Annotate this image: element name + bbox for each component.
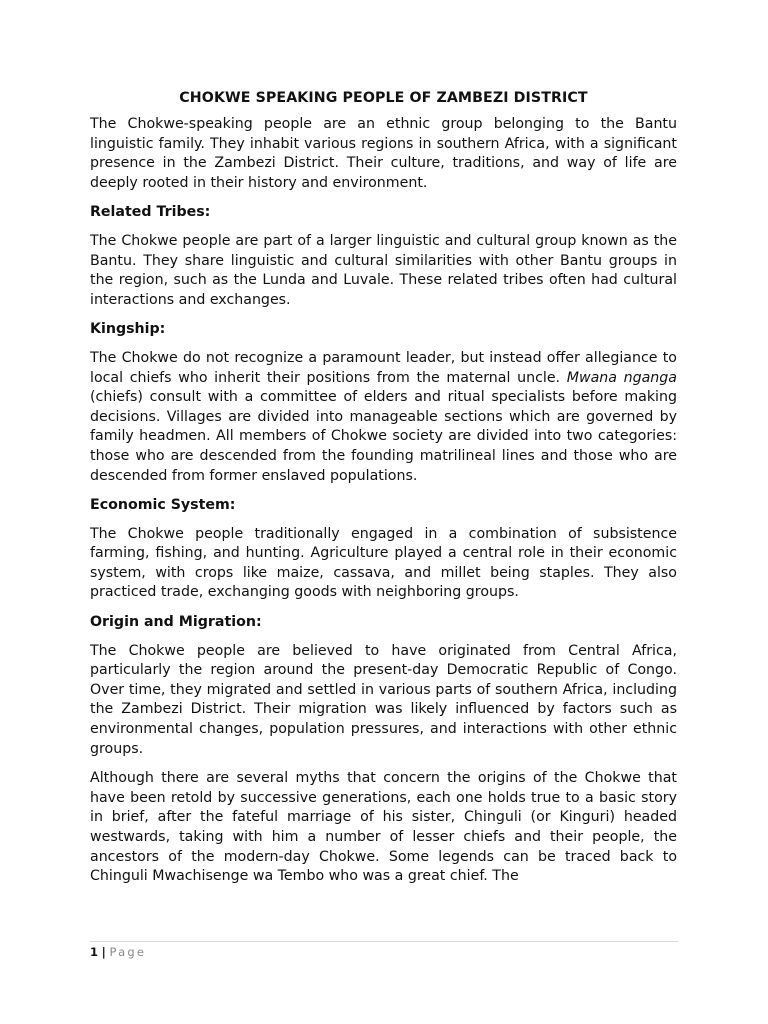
mwana-nganga-term: Mwana nganga	[566, 369, 677, 386]
origin-migration-heading: Origin and Migration:	[90, 614, 262, 631]
economic-system-heading: Economic System:	[90, 497, 236, 514]
document-title: CHOKWE SPEAKING PEOPLE OF ZAMBEZI DISTRICT	[179, 90, 588, 106]
kingship-paragraph	[90, 349, 677, 486]
origin-myths-paragraph: Although there are several myths that concern the origins of the Chokwe that have been retold by successive generations, each one holds true to a basic story in brief, after the fateful marriage of his sister, Chinguli (or Kinguri) headed westwards, taking with him a number of lesser chiefs and their people, the ancestors of the modern-day Chokwe. Some legends can be traced back to Chinguli Mwachisenge wa Tembo who was a great chief. The	[90, 770, 677, 885]
kingship-text-before: The Chokwe do not recognize a paramount leader, but instead offer allegiance to local chiefs who inherit their positions from the maternal uncle.	[90, 349, 677, 386]
page-label: Page	[109, 945, 147, 959]
related-tribes-paragraph: The Chokwe people are part of a larger linguistic and cultural group known as the Bantu. They share linguistic and cultural similarities with other Bantu groups in the region, such as the Lunda and Luvale. These related tribes often had cultural interactions and exchanges.	[90, 232, 677, 308]
kingship-text-after: (chiefs) consult with a committee of elders and ritual specialists before making decisions. Villages are divided into manageable sections which are governed by family headmen. All members of Chokwe society are divided into two categories: those who are descended from the founding matrilineal lines and those who are descended from former enslaved populations.	[90, 389, 677, 484]
intro-paragraph: The Chokwe-speaking people are an ethnic group belonging to the Bantu linguistic family. They inhabit various regions in southern Africa, with a significant presence in the Zambezi District. Their culture, traditions, and way of life are deeply rooted in their history and environment.	[90, 116, 677, 191]
kingship-heading: Kingship:	[90, 321, 166, 338]
page-number: 1	[90, 945, 99, 959]
document-body	[90, 90, 677, 897]
related-tribes-heading: Related Tribes:	[90, 204, 211, 221]
footer-separator: |	[101, 945, 106, 959]
page-footer	[90, 941, 678, 960]
origin-migration-paragraph: The Chokwe people are believed to have originated from Central Africa, particularly the region around the present-day Democratic Republic of Congo. Over time, they migrated and settled in various parts of southern Africa, including the Zambezi District. Their migration was likely influenced by factors such as environmental changes, population pressures, and interactions with other ethnic groups.	[90, 642, 677, 757]
economic-system-paragraph: The Chokwe people traditionally engaged in a combination of subsistence farming, fishing, and hunting. Agriculture played a central role in their economic system, with crops like maize, cassava, and millet being staples. They also practiced trade, exchanging goods with neighboring groups.	[90, 525, 677, 601]
